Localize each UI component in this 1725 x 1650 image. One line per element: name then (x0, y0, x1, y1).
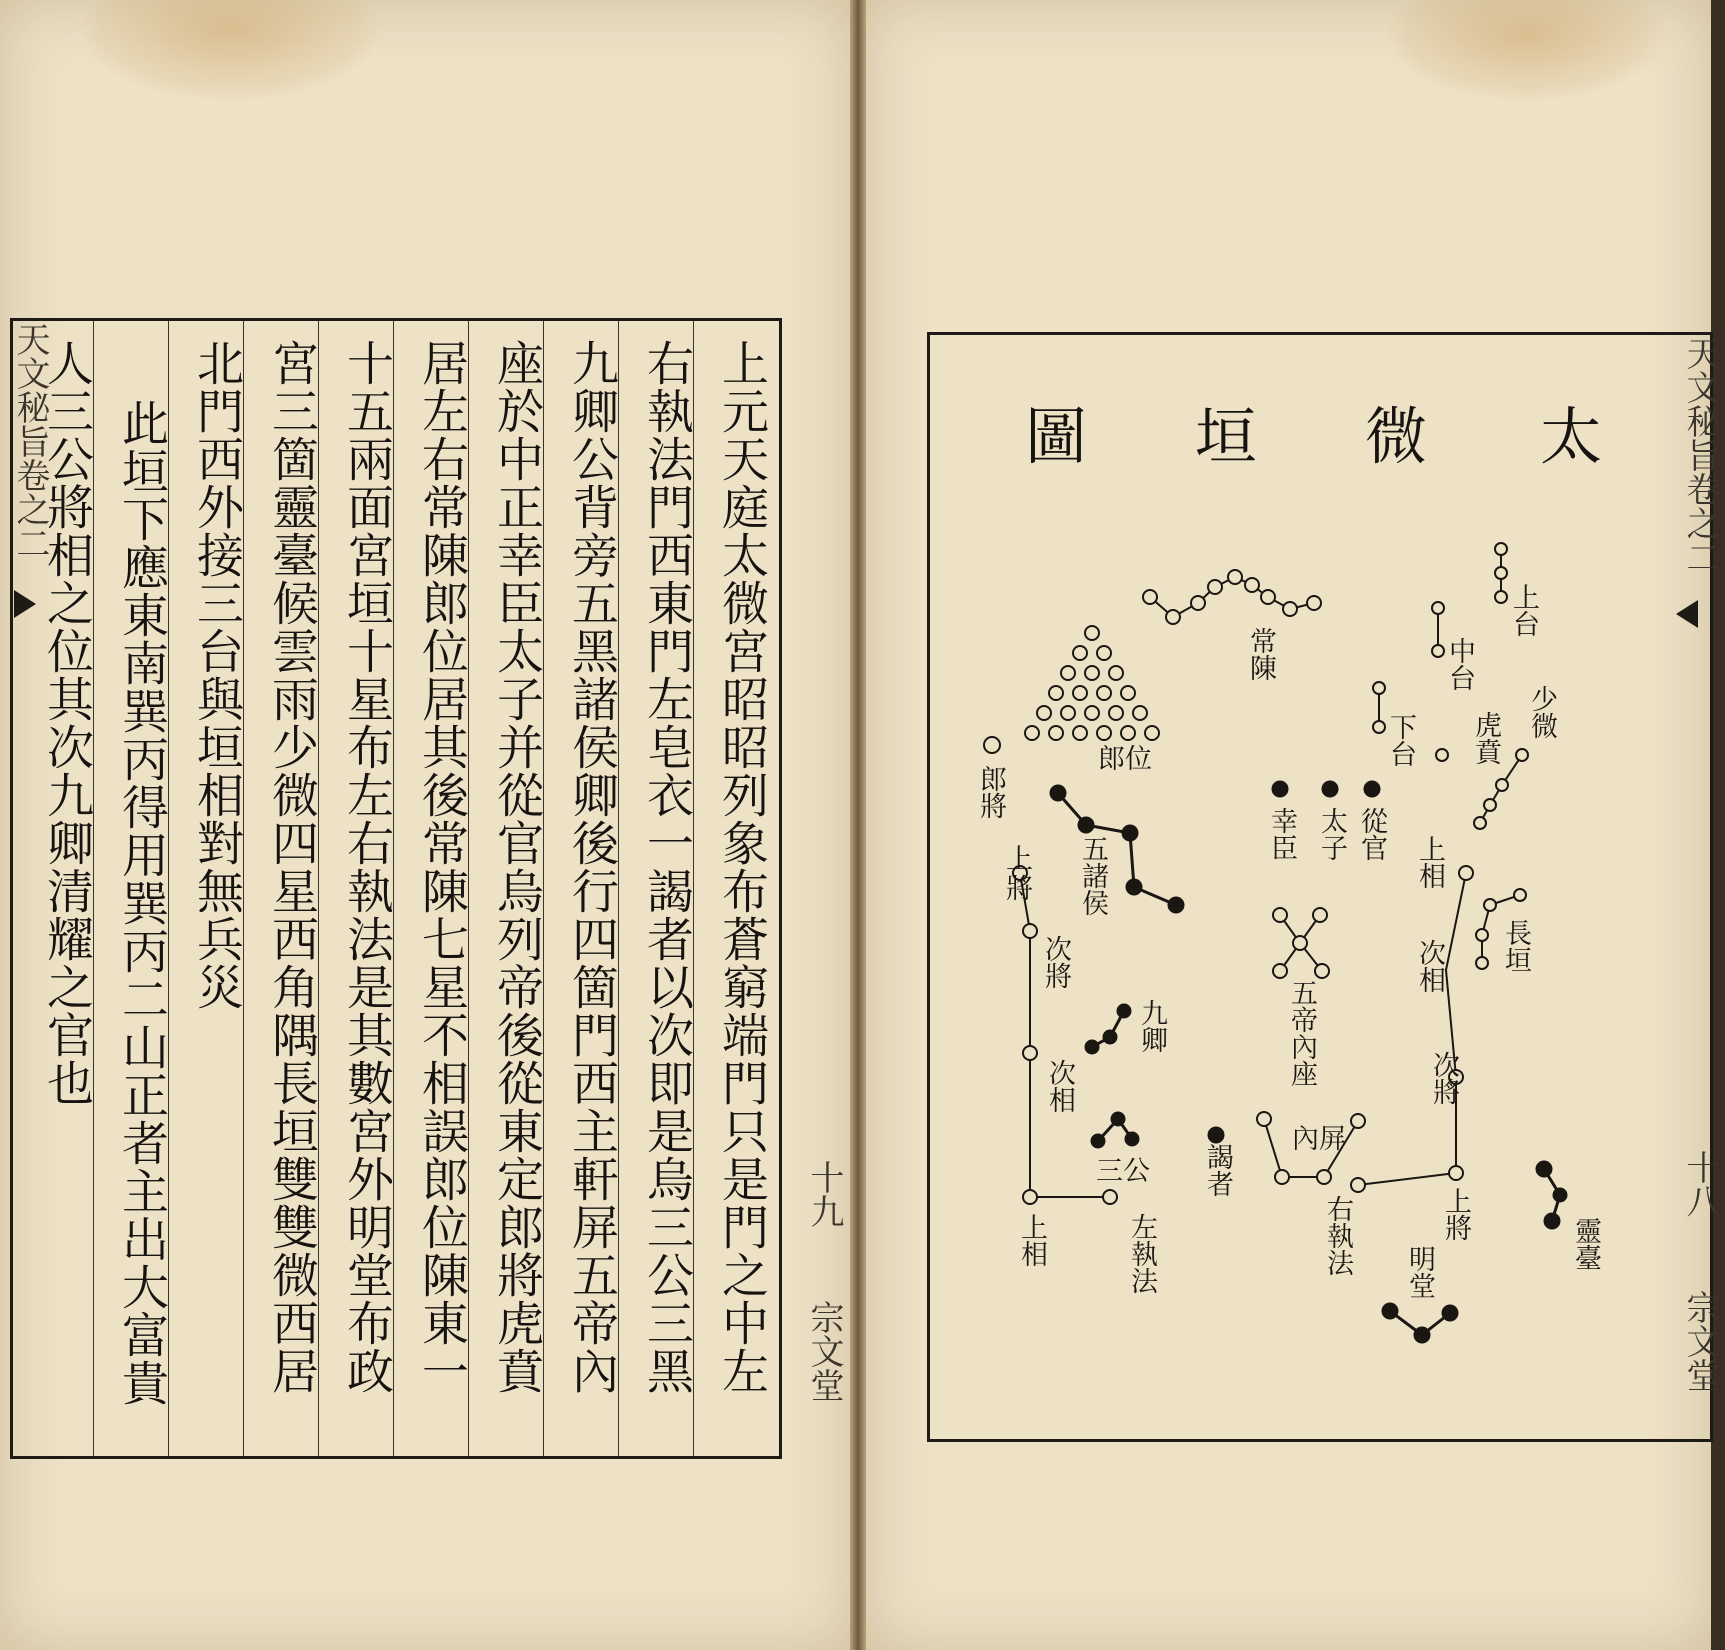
title-char-2: 微 (1365, 400, 1428, 473)
water-stain (1386, 0, 1666, 100)
label-shaowei: 少微 (1526, 685, 1557, 739)
publisher-mark: 宗文堂 (804, 1300, 844, 1402)
margin-title-right: 天文秘旨卷之二 (1680, 336, 1720, 574)
label-xingchen: 幸臣 (1266, 807, 1297, 861)
xiatai-stars (1373, 682, 1385, 733)
xingchen-star (1273, 782, 1287, 796)
text-column-9: 此垣下應東南巽丙得用巽丙二山正者主出大富貴 (114, 399, 169, 1407)
text-column-1: 上元天庭太微宮昭昭列象布蒼窮端門只是門之中左 (714, 339, 769, 1395)
label-shangjiang-east: 上將 (1440, 1187, 1471, 1241)
label-yezhe: 謁者 (1202, 1143, 1233, 1197)
publisher-mark-right: 宗文堂 (1680, 1290, 1720, 1392)
langwei-stars (1025, 626, 1159, 740)
title-char-1: 太 (1540, 400, 1603, 473)
text-column-5: 居左右常陳郎位居其後常陳七星不相誤郎位陳東一 (414, 339, 469, 1395)
mingtang-stars (1383, 1304, 1457, 1342)
label-shangxiang-west: 上相 (1016, 1213, 1047, 1267)
label-jiuqing: 九卿 (1136, 999, 1167, 1053)
text-column-3: 九卿公背旁五黑諸侯卿後行四箇門西主軒屏五帝內 (564, 339, 619, 1395)
label-youzhifa: 右執法 (1322, 1195, 1353, 1276)
text-column-4: 座於中正幸臣太子并從官烏列帝後從東定郎將虎賁 (489, 339, 544, 1395)
title-char-3: 垣 (1195, 400, 1258, 473)
label-cijiang-west: 次將 (1040, 935, 1071, 989)
margin-title: 天文秘旨卷之二 (10, 322, 50, 560)
fish-tail-mark (14, 590, 36, 618)
label-changchen: 常陳 (1245, 627, 1276, 681)
page-number-right: 十八 (1680, 1150, 1720, 1218)
lingtai-stars (1537, 1162, 1566, 1228)
label-lingtai: 靈臺 (1570, 1217, 1601, 1271)
label-zhuhou: 五諸侯 (1077, 835, 1108, 916)
label-wudi: 五帝內座 (1286, 979, 1317, 1087)
text-column-10: 人三公將相之位其次九卿清耀之官也 (39, 339, 94, 1107)
diagram-frame (927, 332, 1713, 1442)
text-column-8: 北門西外接三台與垣相對無兵災 (189, 339, 244, 1011)
zhongtai-stars (1432, 602, 1444, 657)
label-cixiang-east: 次相 (1414, 939, 1445, 993)
langjiang-star (984, 737, 1000, 753)
label-shangjiang-west: 上將 (1006, 844, 1033, 905)
taizi-star (1323, 782, 1337, 796)
shangtai-stars (1495, 543, 1507, 603)
label-huben: 虎賁 (1470, 711, 1501, 765)
label-shangtai: 上台 (1508, 583, 1539, 637)
text-column-6: 十五兩面宮垣十星布左右執法是其數宮外明堂布政 (339, 339, 394, 1395)
left-text-frame (10, 318, 782, 1459)
label-taizi: 太子 (1316, 807, 1347, 861)
book-gutter (850, 0, 866, 1650)
title-char-4: 圖 (1025, 400, 1088, 473)
water-stain (80, 0, 380, 100)
label-shangxiang-east: 上相 (1414, 835, 1445, 889)
label-zuozhifa: 左執法 (1126, 1213, 1157, 1294)
congguan-star (1365, 782, 1379, 796)
label-langwei: 郎位 (1098, 744, 1152, 775)
label-cijiang-east: 次將 (1428, 1051, 1459, 1105)
label-xiatai: 下台 (1385, 713, 1416, 767)
wudi-stars (1273, 908, 1329, 978)
label-langjiang: 郎將 (975, 765, 1006, 819)
yezhe-star (1209, 1128, 1223, 1142)
label-sangong: 三公 (1096, 1156, 1150, 1187)
label-cixiang-west: 次相 (1044, 1059, 1075, 1113)
east-wall (1358, 873, 1466, 1185)
label-zhongtai: 中台 (1444, 637, 1475, 691)
page-number: 十九 (804, 1160, 844, 1228)
label-neiping: 內屏 (1292, 1124, 1346, 1155)
text-column-7: 宮三箇靈臺候雲雨少微四星西角隅長垣雙雙微西居 (264, 339, 319, 1395)
west-wall (1020, 873, 1110, 1197)
jiuqing-stars (1086, 1005, 1130, 1053)
label-congguan: 從官 (1356, 807, 1387, 861)
fish-tail-mark-right (1676, 600, 1698, 628)
sangong-stars (1092, 1113, 1138, 1147)
huben-star (1436, 749, 1448, 761)
left-page (0, 0, 850, 1650)
label-mingtang: 明堂 (1404, 1245, 1435, 1299)
text-column-2: 右執法門西東門左皂衣一謁者以次即是烏三公三黑 (639, 339, 694, 1395)
label-changyuan: 長垣 (1500, 919, 1531, 973)
taiwei-star-diagram (930, 335, 1710, 1439)
zhuhou-stars (1051, 786, 1183, 912)
